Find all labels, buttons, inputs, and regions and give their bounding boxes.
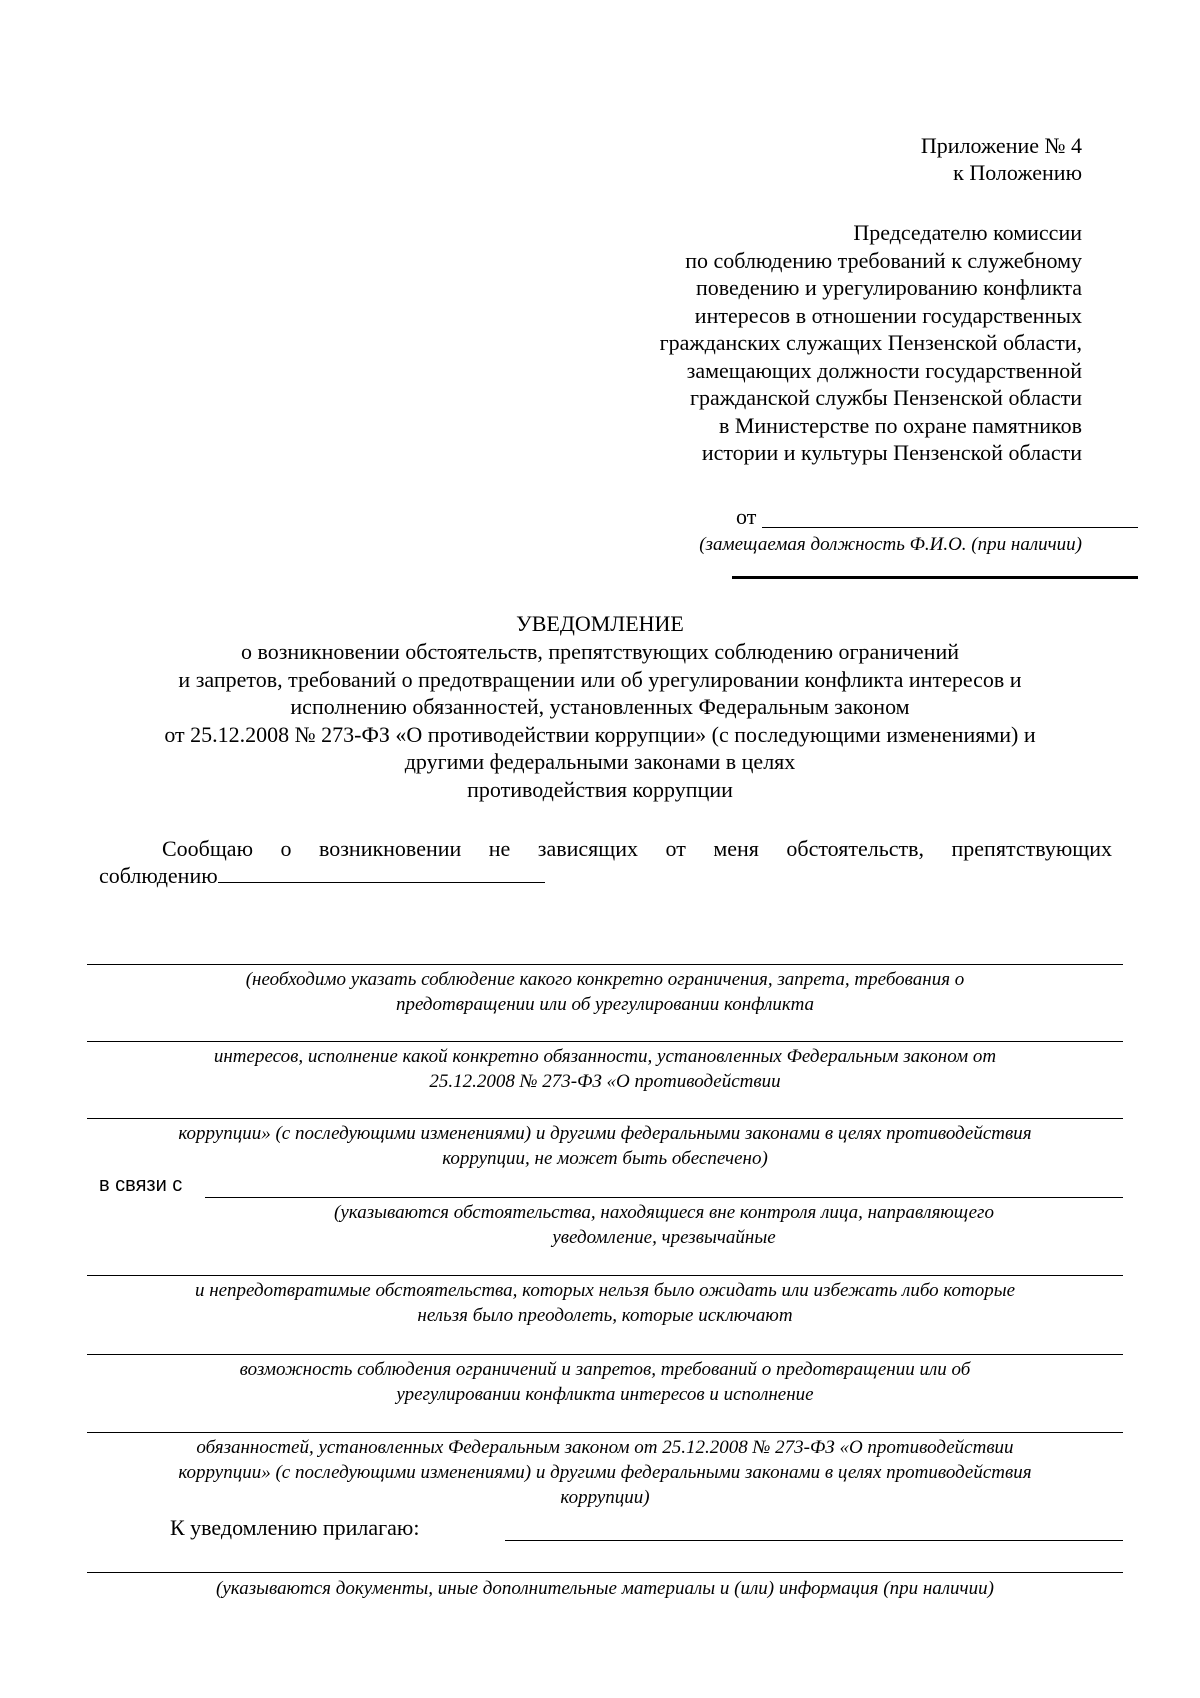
intro-continuation: [99, 862, 545, 889]
hint-block: [87, 1357, 1123, 1407]
hint-line: интересов, исполнение какой конкретно обязанности, установленных Федеральным законом от: [213, 1046, 997, 1067]
from-blank-line[interactable]: [762, 527, 1138, 528]
from-hint: (замещаемая должность Ф.И.О. (при наличии): [699, 534, 1082, 555]
hint-line: возможность соблюдения ограничений и запретов, требований о предотвращении или об: [239, 1359, 971, 1380]
intro-cont-word: соблюдению: [99, 863, 218, 888]
intro-text: Сообщаю о возникновении не зависящих от меня обстоятельств, препятствующих: [162, 836, 1112, 861]
fill-line[interactable]: [87, 964, 1123, 965]
fill-line[interactable]: [87, 1275, 1123, 1276]
addressee-line: гражданских служащих Пензенской области,: [659, 330, 1082, 355]
hint-line: уведомление, чрезвычайные: [552, 1227, 776, 1248]
addressee-line: гражданской службы Пензенской области: [690, 385, 1082, 410]
hint-line: урегулировании конфликта интересов и исполнение: [396, 1384, 814, 1405]
addressee-line: в Министерстве по охране памятников: [718, 412, 1082, 438]
title-line: исполнению обязанностей, установленных Федеральным законом: [290, 694, 910, 719]
title-line: другими федеральными законами в целях: [404, 749, 796, 774]
title-line: от 25.12.2008 № 273-ФЗ «О противодействии коррупции» (с последующими изменениями) и: [164, 721, 1036, 747]
hint-line: (указываются обстоятельства, находящиеся вне контроля лица, направляющего: [334, 1202, 994, 1223]
hint-line: предотвращении или об урегулировании конфликта: [395, 994, 815, 1015]
addressee-line: Председателю комиссии: [853, 220, 1082, 245]
from-second-line[interactable]: [732, 576, 1138, 579]
hint-block: [87, 1435, 1123, 1510]
hint-line: коррупции» (с последующими изменениями) и другими федеральными законами в целях противодействия: [178, 1123, 1032, 1144]
title-line: о возникновении обстоятельств, препятствующих соблюдению ограничений: [240, 639, 960, 664]
title-subtext: [0, 638, 1200, 803]
hint-block: [87, 1121, 1123, 1171]
observance-blank[interactable]: [218, 880, 545, 883]
hint-line: 25.12.2008 № 273-ФЗ «О противодействии: [429, 1071, 781, 1092]
fill-line[interactable]: [87, 1572, 1123, 1573]
hint-line: коррупции): [560, 1487, 650, 1508]
hint-line: коррупции» (с последующими изменениями) и другими федеральными законами в целях противодействия: [178, 1462, 1032, 1483]
fill-line[interactable]: [87, 1041, 1123, 1042]
due-to-blank-line[interactable]: [205, 1197, 1123, 1198]
attach-hint: (указываются документы, иные дополнительные материалы и (или) информация (при наличии): [216, 1578, 994, 1599]
addressee-line: интересов в отношении государственных: [694, 302, 1082, 328]
hint-block: [205, 1200, 1123, 1250]
annex-number: Приложение № 4: [920, 133, 1082, 158]
hint-block: [87, 1278, 1123, 1328]
due-to-label: в связи с: [99, 1174, 183, 1196]
fill-line[interactable]: [87, 1118, 1123, 1119]
attach-label: К уведомлению прилагаю:: [170, 1515, 420, 1540]
addressee-line: замещающих должности государственной: [686, 357, 1082, 383]
hint-line: коррупции, не может быть обеспечено): [442, 1148, 768, 1169]
addressee-line: по соблюдению требований к служебному: [685, 247, 1082, 273]
from-label: от: [736, 504, 757, 529]
hint-line: (необходимо указать соблюдение какого конкретно ограничения, запрета, требования о: [245, 969, 965, 990]
attach-blank-line[interactable]: [505, 1540, 1123, 1541]
hint-block: [87, 967, 1123, 1017]
annex-reference: к Положению: [953, 160, 1082, 185]
title-line: и запретов, требований о предотвращении или об урегулировании конфликта интересов и: [178, 666, 1022, 692]
addressee-line: истории и культуры Пензенской области: [701, 440, 1082, 465]
hint-block: [87, 1044, 1123, 1094]
hint-line: и непредотвратимые обстоятельства, которых нельзя было ожидать или избежать либо которые: [194, 1280, 1016, 1301]
document-title: УВЕДОМЛЕНИЕ: [516, 611, 684, 636]
title-line: противодействия коррупции: [467, 776, 733, 802]
fill-line[interactable]: [87, 1354, 1123, 1355]
hint-line: нельзя было преодолеть, которые исключают: [417, 1305, 793, 1326]
hint-line: обязанностей, установленных Федеральным законом от 25.12.2008 № 273-ФЗ «О противодействии: [196, 1437, 1014, 1458]
addressee-block: [660, 219, 1082, 467]
addressee-line: поведению и урегулированию конфликта: [696, 275, 1082, 300]
fill-line[interactable]: [87, 1432, 1123, 1433]
